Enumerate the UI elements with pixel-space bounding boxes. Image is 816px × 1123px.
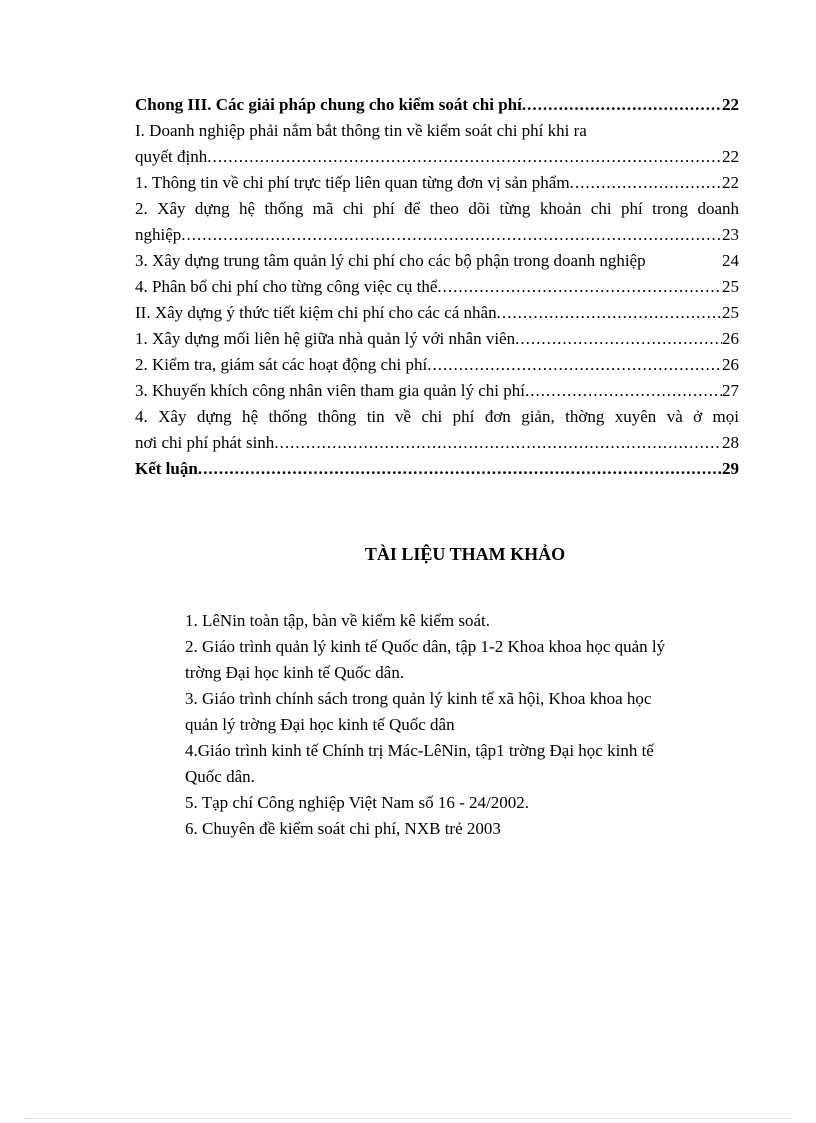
toc-entry[interactable]	[135, 170, 739, 196]
toc-entry-text: quyết định	[135, 147, 208, 166]
toc-entry-text: Chong III. Các giải pháp chung cho kiểm soát chi phí	[135, 95, 522, 114]
toc-page-number: 25	[722, 303, 739, 322]
reference-item: 4.Giáo trình kinh tế Chính trị Mác-LêNin, tập1 trờng Đại học kinh tế	[185, 741, 654, 760]
toc-leader-dots	[522, 92, 722, 118]
toc-entry[interactable]	[135, 430, 739, 456]
toc-entry-text: 2. Kiểm tra, giám sát các hoạt động chi phí	[135, 355, 428, 374]
toc-chapter-3[interactable]	[135, 92, 739, 118]
toc-leader-dots	[207, 144, 722, 170]
toc-page-number: 23	[722, 225, 739, 244]
toc-entry[interactable]	[135, 274, 739, 300]
toc-entry-text: 1. Xây dựng mối liên hệ giữa nhà quản lý với nhân viên	[135, 329, 516, 348]
toc-entry-text: 2. Xây dựng hệ thống mã chi phí để theo dõi từng khoản chi phí trong doanh	[135, 199, 739, 218]
toc-entry[interactable]	[135, 326, 739, 352]
reference-item-continued: Quốc dân.	[185, 767, 255, 786]
toc-page-number: 29	[722, 459, 739, 478]
toc-page-number: 22	[722, 173, 739, 192]
toc-entry[interactable]	[135, 144, 739, 170]
toc-entry-text: 1. Thông tin về chi phí trực tiếp liên quan từng đơn vị sản phẩm	[135, 173, 570, 192]
toc-entry[interactable]	[135, 248, 739, 274]
toc-leader-dots	[427, 352, 722, 378]
toc-leader-dots	[274, 430, 722, 456]
reference-item: 1. LêNin toàn tập, bàn về kiểm kê kiểm soát.	[185, 611, 490, 630]
reference-item: 3. Giáo trình chính sách trong quản lý kinh tế xã hội, Khoa khoa học	[185, 689, 652, 708]
toc-leader-dots	[525, 378, 722, 404]
toc-leader-dots	[181, 222, 722, 248]
toc-entry-text: 3. Xây dựng trung tâm quản lý chi phí cho các bộ phận trong doanh nghiệp	[135, 251, 646, 270]
reference-item-continued: trờng Đại học kinh tế Quốc dân.	[185, 663, 405, 682]
toc-leader-dots	[515, 326, 722, 352]
toc-entry-text: nghiệp	[135, 225, 182, 244]
toc-page-number: 22	[722, 95, 739, 114]
toc-page-number: 25	[722, 277, 739, 296]
toc-page-number: 24	[722, 251, 739, 270]
reference-item: 5. Tạp chí Công nghiệp Việt Nam số 16 - 24/2002.	[185, 793, 529, 812]
reference-item-continued: quản lý trờng Đại học kinh tế Quốc dân	[185, 715, 455, 734]
toc-entry-text: 3. Khuyến khích công nhân viên tham gia quản lý chi phí	[135, 381, 525, 400]
toc-entry[interactable]	[135, 196, 739, 222]
toc-entry[interactable]	[135, 378, 739, 404]
toc-entry[interactable]	[135, 118, 739, 144]
toc-leader-dots	[570, 170, 722, 196]
toc-leader-dots	[198, 456, 722, 482]
toc-entry-text: 4. Xây dựng hệ thống thông tin về chi phí đơn giản, thờng xuyên và ở mọi	[135, 407, 739, 426]
reference-item: 6. Chuyên đề kiểm soát chi phí, NXB trẻ 2003	[185, 819, 501, 838]
toc-entry-text: nơi chi phí phát sinh	[135, 433, 275, 452]
toc-entry-text: I. Doanh nghiệp phải nắm bắt thông tin về kiểm soát chi phí khi ra	[135, 121, 587, 140]
toc-page-number: 26	[722, 329, 739, 348]
toc-entry-text: II. Xây dựng ý thức tiết kiệm chi phí cho các cá nhân	[135, 303, 497, 322]
toc-entry[interactable]	[135, 404, 739, 430]
toc-entry[interactable]	[135, 300, 739, 326]
toc-page-number: 22	[722, 147, 739, 166]
toc-conclusion[interactable]	[135, 456, 739, 482]
toc-leader-dots	[437, 274, 722, 300]
toc-entry[interactable]	[135, 222, 739, 248]
toc-entry-text: Kết luận	[135, 459, 198, 478]
references-title: TÀI LIỆU THAM KHẢO	[364, 544, 566, 564]
reference-item: 2. Giáo trình quản lý kinh tế Quốc dân, tập 1-2 Khoa khoa học quản lý	[185, 637, 666, 656]
page-bottom-border	[24, 1118, 792, 1119]
toc-entry[interactable]	[135, 352, 739, 378]
toc-page-number: 27	[722, 381, 739, 400]
toc-leader-dots	[497, 300, 722, 326]
table-of-contents	[135, 92, 739, 482]
toc-page-number: 28	[722, 433, 739, 452]
toc-page-number: 26	[722, 355, 739, 374]
toc-entry-text: 4. Phân bổ chi phí cho từng công việc cụ thể	[135, 277, 438, 296]
references-list	[185, 608, 739, 842]
